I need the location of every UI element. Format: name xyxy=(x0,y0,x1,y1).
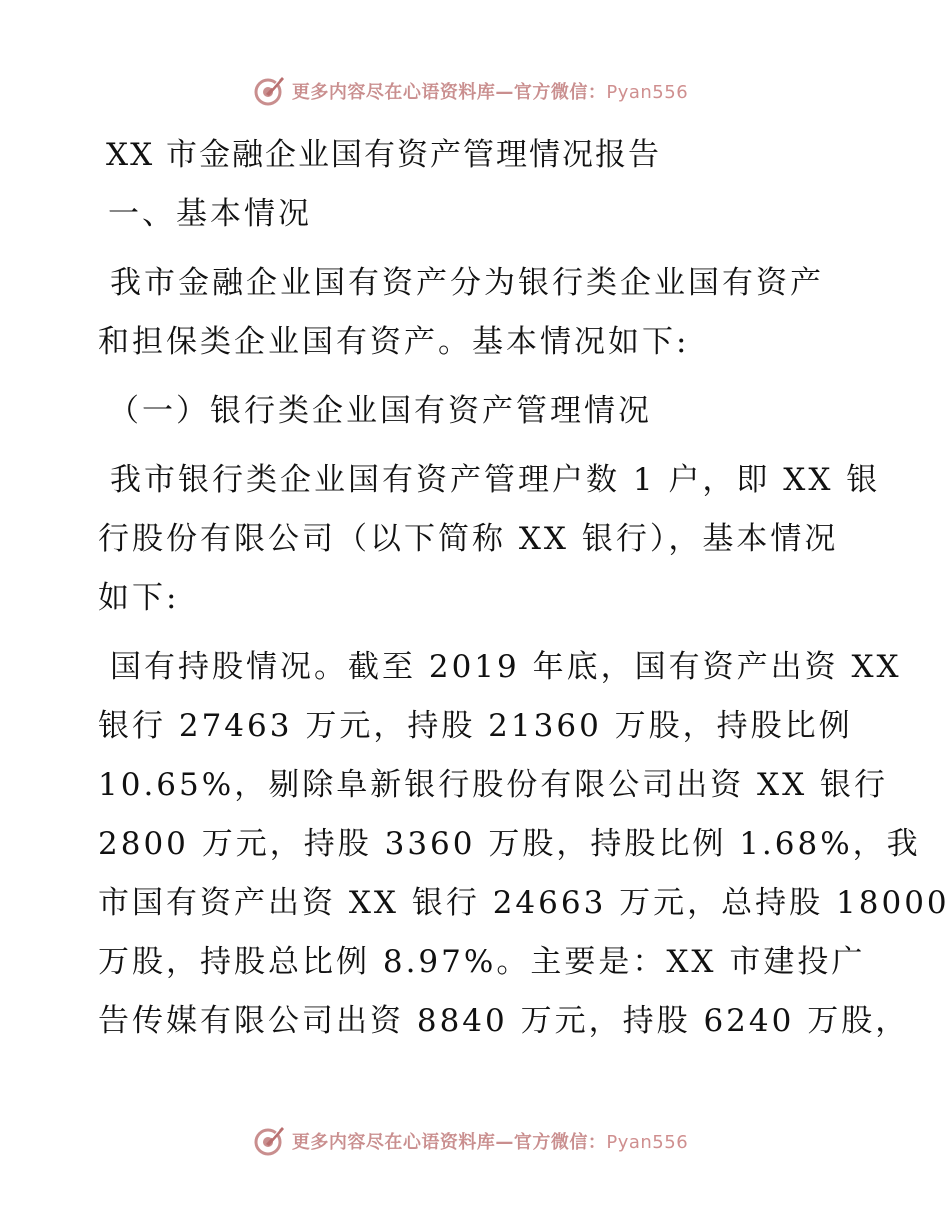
paragraph-line: 我市金融企业国有资产分为银行类企业国有资产 xyxy=(110,265,824,301)
document-body xyxy=(98,120,950,1051)
watermark-group xyxy=(252,74,688,108)
paragraph-line: 万股，持股总比例 8.97%。主要是：XX 市建投广 xyxy=(98,944,866,980)
watermark-banner-top xyxy=(0,71,950,111)
paragraph-line: 和担保类企业国有资产。基本情况如下: xyxy=(98,324,690,360)
paragraph-line: 行股份有限公司（以下简称 XX 银行），基本情况 xyxy=(98,521,839,557)
paragraph-line: 10.65%，剔除阜新银行股份有限公司出资 XX 银行 xyxy=(98,767,889,803)
paragraph-line: 银行 27463 万元，持股 21360 万股，持股比例 xyxy=(98,708,853,744)
paragraph-line: 如下: xyxy=(98,580,180,616)
paragraph-line: 2800 万元，持股 3360 万股，持股比例 1.68%，我 xyxy=(98,826,921,862)
paragraph-line: 我市银行类企业国有资产管理户数 1 户，即 XX 银 xyxy=(110,462,881,498)
watermark-text: 更多内容尽在心语资料库—官方微信：Pyan556 xyxy=(291,82,689,103)
watermark-wechat-id: Pyan556 xyxy=(606,1132,689,1153)
paragraph-line: 市国有资产出资 XX 银行 24663 万元，总持股 18000 xyxy=(98,885,950,921)
paragraph-line: 国有持股情况。截至 2019 年底，国有资产出资 XX xyxy=(110,649,902,685)
section-heading-basic: 一、基本情况 xyxy=(108,196,312,232)
document-title: XX 市金融企业国有资产管理情况报告 xyxy=(106,137,661,173)
quill-logo-icon xyxy=(252,1124,286,1158)
paragraph-line: 告传媒有限公司出资 8840 万元，持股 6240 万股， xyxy=(98,1003,910,1039)
watermark-wechat-id: Pyan556 xyxy=(606,82,689,103)
watermark-group xyxy=(252,1124,688,1158)
quill-logo-icon xyxy=(252,74,286,108)
subsection-heading-bank: （一）银行类企业国有资产管理情况 xyxy=(108,393,652,429)
watermark-text: 更多内容尽在心语资料库—官方微信：Pyan556 xyxy=(291,1132,689,1153)
watermark-banner-bottom xyxy=(0,1121,950,1161)
